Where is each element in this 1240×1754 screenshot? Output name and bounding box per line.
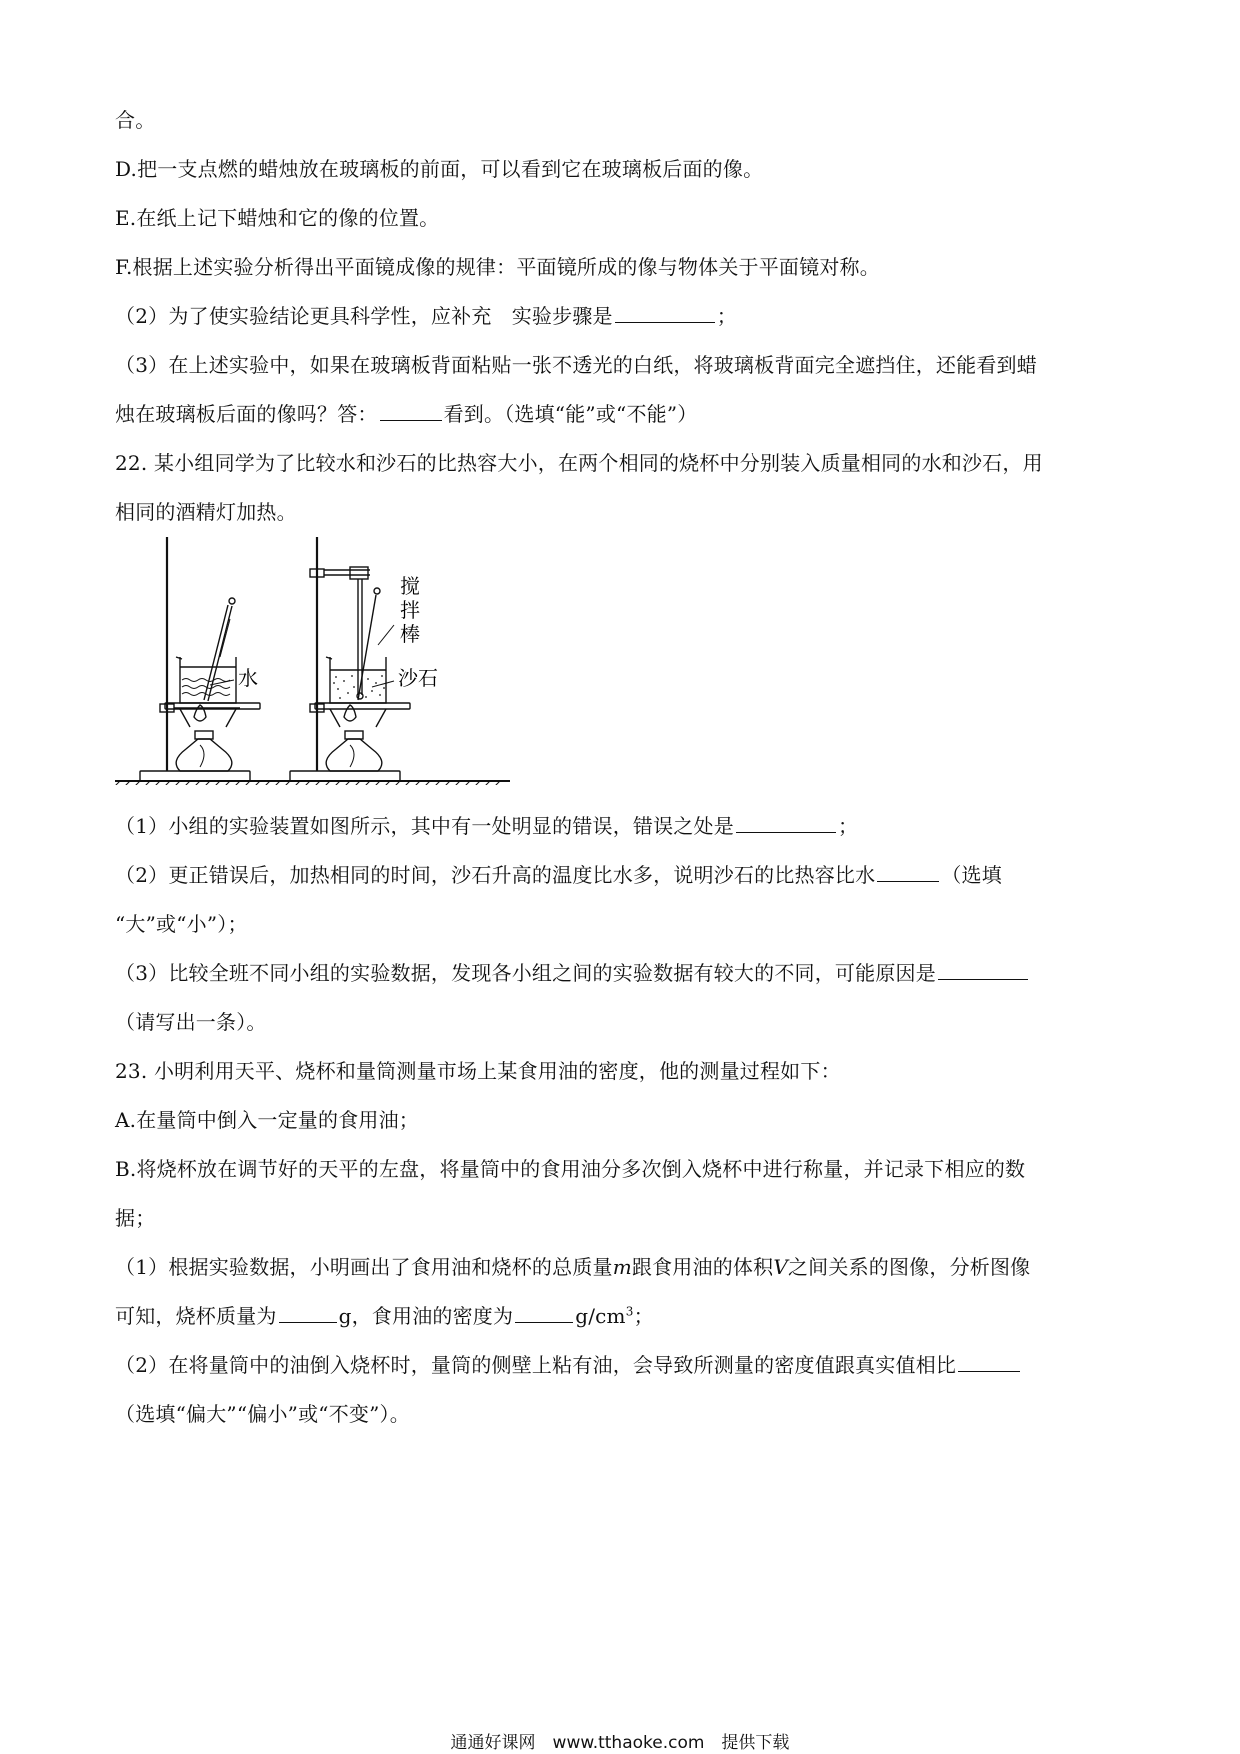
q21-continuation: 合。 — [115, 108, 156, 132]
q21-part3-end: 看到。（选填“能”或“不能”） — [443, 402, 698, 426]
q23-part1-text-c: 之间关系的图像，分析图像 — [787, 1255, 1031, 1279]
q23-part2-line2: （选填“偏大”“偏小”或“不变”）。 — [115, 1402, 410, 1426]
symbol-v: V — [773, 1255, 788, 1279]
q21-step-d: D.把一支点燃的蜡烛放在玻璃板的前面，可以看到它在玻璃板后面的像。 — [115, 157, 764, 181]
q23-unit: g/cm — [575, 1304, 626, 1328]
q22-part2-blank[interactable] — [877, 863, 939, 882]
q23-part2-line1 — [115, 1353, 1022, 1377]
q22-part2-line2: “大”或“小”）； — [115, 912, 248, 936]
label-water: 水 — [238, 666, 258, 690]
q23-part1-line1 — [115, 1255, 1030, 1279]
q23-step-b-line2: 据； — [115, 1206, 156, 1230]
q22-part3-line2: （请写出一条）。 — [115, 1010, 267, 1034]
q21-part3-blank[interactable] — [380, 402, 442, 421]
q23-part1-text-e: g，食用油的密度为 — [338, 1304, 514, 1328]
label-stir-3: 棒 — [400, 622, 420, 646]
symbol-m: m — [612, 1255, 632, 1279]
page-footer: 通通好课网 www.tthaoke.com 提供下载 — [450, 1733, 790, 1753]
q22-part3-text: （3）比较全班不同小组的实验数据，发现各小组之间的实验数据有较大的不同，可能原因是 — [115, 961, 936, 985]
q21-part3-text: 烛在玻璃板后面的像吗？答： — [115, 402, 378, 426]
q23-part1-text-b: 跟食用油的体积 — [631, 1255, 774, 1279]
q21-part2-end: ； — [716, 304, 737, 328]
q22-part1-end: ； — [837, 814, 859, 838]
q23-part1-line2 — [115, 1304, 654, 1328]
q21-part2-blank[interactable] — [615, 304, 715, 323]
q21-step-f: F.根据上述实验分析得出平面镜成像的规律：平面镜所成的像与物体关于平面镜对称。 — [115, 255, 880, 279]
q22-stem-line2: 相同的酒精灯加热。 — [115, 500, 297, 524]
label-sand: 沙石 — [398, 666, 438, 690]
q22-part3-blank[interactable] — [938, 961, 1028, 980]
q21-part2 — [115, 304, 737, 328]
q23-unit-exponent: 3 — [625, 1304, 634, 1319]
q21-part2-text: （2）为了使实验结论更具科学性，应补充 实验步骤是 — [115, 304, 613, 328]
heating-apparatus-figure — [110, 535, 520, 785]
label-stir-2: 拌 — [400, 598, 420, 622]
q21-step-e: E.在纸上记下蜡烛和它的像的位置。 — [115, 206, 440, 230]
q23-stem: 23. 小明利用天平、烧杯和量筒测量市场上某食用油的密度，他的测量过程如下： — [115, 1059, 841, 1083]
q22-part3-line1 — [115, 961, 1030, 985]
q23-cup-mass-blank[interactable] — [279, 1304, 337, 1323]
q22-part1-text: （1）小组的实验装置如图所示，其中有一处明显的错误，错误之处是 — [115, 814, 734, 838]
q23-part2-blank[interactable] — [958, 1353, 1020, 1372]
q23-density-blank[interactable] — [515, 1304, 573, 1323]
q23-part2-text: （2）在将量筒中的油倒入烧杯时，量筒的侧壁上粘有油，会导致所测量的密度值跟真实值相比 — [115, 1353, 957, 1377]
q23-step-a: A.在量筒中倒入一定量的食用油； — [115, 1108, 420, 1132]
q22-part2-end: （选填 — [941, 863, 1002, 887]
q22-stem-line1: 22. 某小组同学为了比较水和沙石的比热容大小，在两个相同的烧杯中分别装入质量相同的水和沙石，用 — [115, 451, 1043, 475]
q21-part3-line1: （3）在上述实验中，如果在玻璃板背面粘贴一张不透光的白纸，将玻璃板背面完全遮挡住，还能看到蜡 — [115, 353, 1037, 377]
q23-part1-text-d: 可知，烧杯质量为 — [115, 1304, 277, 1328]
q23-part1-text-a: （1）根据实验数据，小明画出了食用油和烧杯的总质量 — [115, 1255, 613, 1279]
q22-part1 — [115, 814, 858, 838]
label-stir-1: 搅 — [400, 574, 420, 598]
q22-part2-text: （2）更正错误后，加热相同的时间，沙石升高的温度比水多，说明沙石的比热容比水 — [115, 863, 876, 887]
q22-part2-line1 — [115, 863, 1002, 887]
q23-step-b-line1: B.将烧杯放在调节好的天平的左盘，将量筒中的食用油分多次倒入烧杯中进行称量，并记录下相应的数 — [115, 1157, 1026, 1181]
q21-part3-line2 — [115, 402, 698, 426]
q23-part1-end: ； — [633, 1304, 654, 1328]
q22-part1-blank[interactable] — [736, 814, 836, 833]
